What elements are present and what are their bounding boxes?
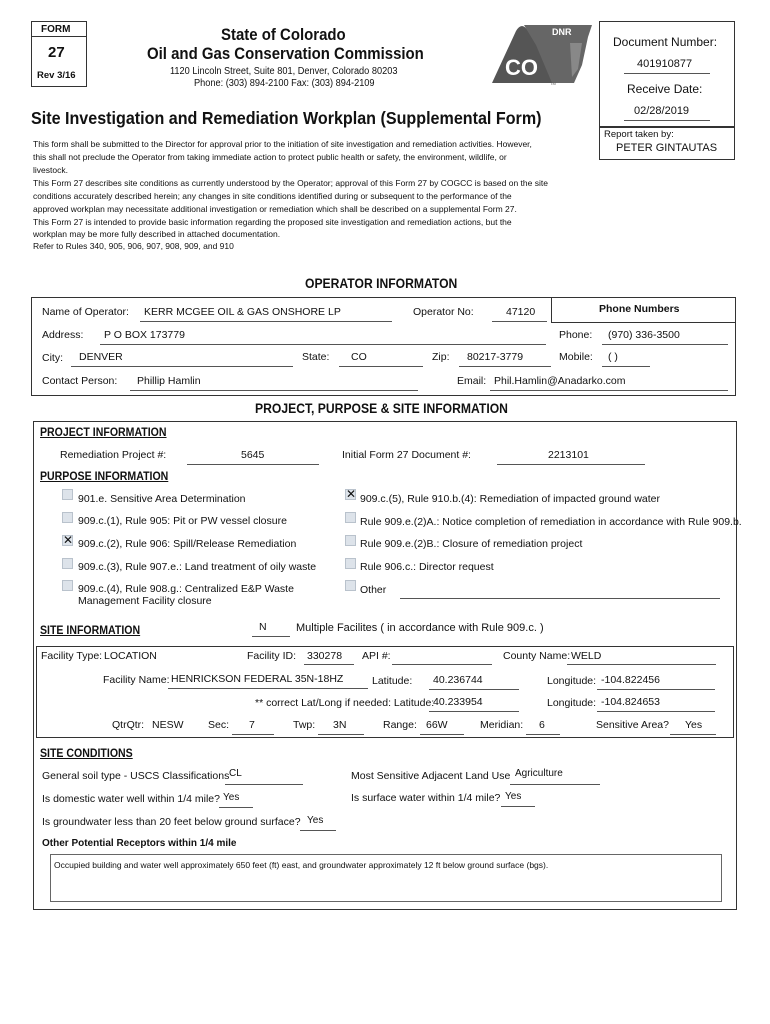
operator-number: 47120 [506,306,536,318]
latitude-value: 40.236744 [433,674,483,686]
range-label: Range: [383,719,417,731]
purpose-right-label: 909.c.(5), Rule 910.b.(4): Remediation of impacted ground water [360,493,660,505]
operator-number-label: Operator No: [413,306,474,318]
checkbox-901e[interactable] [62,489,73,500]
purpose-left-label: 909.c.(2), Rule 906: Spill/Release Remediation [78,538,297,550]
soil-type-value: CL [229,768,242,779]
zip-label: Zip: [432,351,450,363]
purpose-right-label: Rule 906.c.: Director request [360,561,494,573]
form-label: FORM [41,24,71,35]
facility-type-label: Facility Type: [41,650,103,662]
phone-numbers-label: Phone Numbers [599,303,680,315]
checkbox-906c[interactable] [345,558,356,569]
project-info-title: PROJECT INFORMATION [40,425,167,439]
sensitive-area-value: Yes [685,719,703,731]
county-value: WELD [571,650,602,662]
facility-id-label: Facility ID: [247,650,297,662]
dnr-logo-tm: TM [550,81,556,86]
other-input[interactable] [400,598,720,599]
surface-water-label: Is surface water within 1/4 mile? [351,792,501,804]
groundwater-value: Yes [307,815,324,826]
purpose-right-label: Rule 909.e.(2)B.: Closure of remediation project [360,538,583,550]
purpose-info-title: PURPOSE INFORMATION [40,469,169,483]
longitude-value: -104.822456 [601,674,660,686]
mobile-label: Mobile: [559,351,593,363]
email-value: Phil.Hamlin@Anadarko.com [494,375,626,387]
city-value: DENVER [79,351,123,363]
intro-line: workplan may be more fully described in attached documentation. [33,229,281,239]
checkbox-other[interactable] [345,580,356,591]
document-number-label: Document Number: [613,35,718,49]
phone-label: Phone: [559,329,593,341]
checkbox-909c1[interactable] [62,512,73,523]
adjacent-land-use-label: Most Sensitive Adjacent Land Use [351,770,511,782]
facility-type-value: LOCATION [104,650,157,662]
intro-line: approved workplan may necessitate additional investigation or remediation which shall be described on a supplemental Form 27. [33,204,517,214]
corrected-latitude-label: ** correct Lat/Long if needed: Latitude: [255,697,435,709]
state-value: CO [351,351,367,363]
site-conditions-title: SITE CONDITIONS [40,746,133,760]
site-info-title: SITE INFORMATION [40,623,141,637]
purpose-left-label-line2: Management Facility closure [78,595,212,607]
checkbox-909c2[interactable] [62,535,73,546]
domestic-well-value: Yes [223,792,240,803]
remediation-project-value: 5645 [241,449,265,461]
agency-commission: Oil and Gas Conservation Commission [147,44,424,63]
twp-value: 3N [333,719,347,731]
initial-form-value: 2213101 [548,449,589,461]
range-value: 66W [426,719,448,731]
receptors-value: Occupied building and water well approximately 650 feet (ft) east, and groundwater approximately 12 ft below ground surface (bgs). [54,860,549,870]
purpose-right-label: Other [360,584,387,596]
soil-type-label: General soil type - USCS Classifications [42,770,230,782]
meridian-value: 6 [539,719,545,731]
intro-line: This Form 27 describes site conditions as currently understood by the Operator; approval of this Form 27 by COGCC is based on the site [33,178,548,188]
multiple-facilities-value: N [259,621,267,633]
purpose-left-label: 909.c.(1), Rule 905: Pit or PW vessel closure [78,515,287,527]
remediation-project-label: Remediation Project #: [60,449,167,461]
receptors-label: Other Potential Receptors within 1/4 mile [42,838,237,849]
checkbox-909c5[interactable] [345,489,356,500]
intro-line: This form shall be submitted to the Director for approval prior to the initiation of site investigation and remediation activities. However, [33,139,532,149]
agency-state: State of Colorado [221,25,346,44]
qtrqtr-value: NESW [152,719,184,731]
form-number-box [31,21,87,87]
domestic-well-label: Is domestic water well within 1/4 mile? [42,793,220,805]
form-revision: Rev 3/16 [37,70,76,81]
dnr-logo-top-text: DNR [552,27,572,37]
city-label: City: [42,352,63,364]
sec-label: Sec: [208,719,230,731]
mobile-value: ( ) [608,351,618,363]
facility-name-label: Facility Name: [103,674,170,686]
surface-water-value: Yes [505,791,522,802]
operator-name-label: Name of Operator: [42,306,129,318]
receive-date-label: Receive Date: [627,82,703,96]
api-label: API #: [362,650,391,662]
corrected-latitude-value: 40.233954 [433,696,483,708]
form-title: Site Investigation and Remediation Workplan (Supplemental Form) [31,108,542,128]
agency-phone: Phone: (303) 894-2100 Fax: (303) 894-2109 [194,78,375,89]
longitude-label: Longitude: [547,675,597,687]
latitude-label: Latitude: [372,675,413,687]
purpose-left-label: 901.e. Sensitive Area Determination [78,493,246,505]
checkbox-909e2b[interactable] [345,535,356,546]
facility-id-value: 330278 [307,650,343,662]
adjacent-land-use-value: Agriculture [515,768,563,779]
document-number: 401910877 [637,58,693,70]
form-number: 27 [48,44,65,61]
checkbox-909c3[interactable] [62,558,73,569]
report-taken-label: Report taken by: [604,129,674,140]
purpose-right-label: Rule 909.e.(2)A.: Notice completion of remediation in accordance with Rule 909.b. [360,516,742,528]
dnr-logo-center-text: CO [505,55,538,80]
state-label: State: [302,351,330,363]
agency-address: 1120 Lincoln Street, Suite 801, Denver, Colorado 80203 [170,66,398,77]
email-label: Email: [457,375,487,387]
intro-line: this shall not preclude the Operator from taking immediate action to protect public health or safety, the environment, wildlife, or [33,152,507,162]
corrected-longitude-label: Longitude: [547,697,597,709]
zip-value: 80217-3779 [467,351,524,363]
purpose-left-label: 909.c.(3), Rule 907.e.: Land treatment of oily waste [78,561,317,573]
qtrqtr-label: QtrQtr: [112,719,145,731]
twp-label: Twp: [293,719,316,731]
contact-value: Phillip Hamlin [137,375,201,387]
checkbox-909e2a[interactable] [345,512,356,523]
intro-line: This Form 27 is intended to provide basic information regarding the proposed site investigation and remediation actions, but the [33,217,512,227]
intro-line: Refer to Rules 340, 905, 906, 907, 908, 909, and 910 [33,241,234,251]
meridian-label: Meridian: [480,719,524,731]
county-label: County Name: [503,650,571,662]
document-info-box [599,21,735,127]
purpose-left-label: 909.c.(4), Rule 908.g.: Centralized E&P Waste [78,583,294,595]
checkbox-909c4[interactable] [62,580,73,591]
sec-value: 7 [249,719,255,731]
intro-line: livestock. [33,165,68,175]
dnr-logo [492,25,592,87]
groundwater-label: Is groundwater less than 20 feet below ground surface? [42,816,301,828]
operator-section-title: OPERATOR INFORMATON [305,276,458,291]
operator-name: KERR MCGEE OIL & GAS ONSHORE LP [144,306,341,318]
multiple-facilities-label: Multiple Facilites ( in accordance with Rule 909.c. ) [296,622,544,634]
address-label: Address: [42,329,84,341]
contact-label: Contact Person: [42,375,118,387]
report-taken-box [599,127,735,160]
corrected-longitude-value: -104.824653 [601,696,660,708]
intro-line: conditions accurately described herein; any changes in site conditions identified during or subsequent to the performance of the [33,191,512,201]
sensitive-area-label: Sensitive Area? [596,719,669,731]
initial-form-label: Initial Form 27 Document #: [342,449,471,461]
facility-name-value: HENRICKSON FEDERAL 35N-18HZ [171,673,344,685]
receive-date: 02/28/2019 [634,105,690,117]
project-section-title: PROJECT, PURPOSE & SITE INFORMATION [255,401,508,416]
phone-value: (970) 336-3500 [608,329,680,341]
report-taken-by: PETER GINTAUTAS [616,142,718,154]
address-value: P O BOX 173779 [104,329,185,341]
